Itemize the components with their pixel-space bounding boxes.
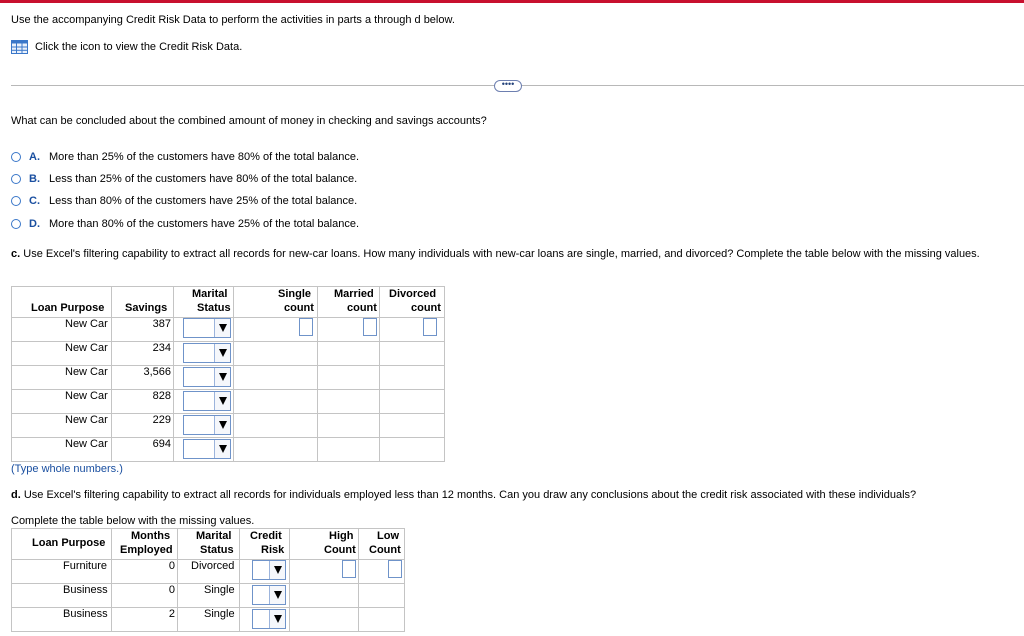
- d-row3-purpose: Business: [63, 608, 108, 620]
- c-row1-married-input[interactable]: [363, 318, 377, 336]
- option-c-letter: C.: [29, 195, 40, 207]
- radio-b[interactable]: [11, 174, 21, 184]
- c-row2-marital-dropdown[interactable]: [183, 343, 231, 363]
- part-c-text: Use Excel's filtering capability to extract all records for new-car loans. How many individuals with new-car loans are single, married, and divorced? Complete the table below with the missing values.: [23, 248, 980, 260]
- type-whole-numbers-note: (Type whole numbers.): [11, 463, 123, 475]
- radio-c[interactable]: [11, 196, 21, 206]
- header-divorced: Divorced: [389, 288, 437, 300]
- c-row3-savings: 3,566: [143, 366, 171, 378]
- chevron-down-icon: [219, 421, 227, 429]
- d-header-low-count: Count: [369, 544, 401, 556]
- option-a[interactable]: [11, 151, 359, 163]
- d-header-status: Status: [200, 544, 234, 556]
- radio-d[interactable]: [11, 219, 21, 229]
- c-row1-divorced-input[interactable]: [423, 318, 437, 336]
- option-c-text: Less than 80% of the customers have 25% of the total balance.: [49, 195, 358, 207]
- chevron-down-icon: [219, 349, 227, 357]
- c-row6-savings: 694: [152, 438, 171, 450]
- d-row2-months: 0: [168, 584, 175, 596]
- credit-risk-data-link-label[interactable]: Click the icon to view the Credit Risk Data.: [35, 41, 243, 53]
- d-row1-purpose: Furniture: [63, 560, 108, 572]
- radio-a[interactable]: [11, 152, 21, 162]
- c-row4-purpose: New Car: [65, 390, 108, 402]
- part-d-complete-text: Complete the table below with the missing values.: [11, 515, 255, 527]
- c-row5-purpose: New Car: [65, 414, 108, 426]
- d-header-high: High: [329, 530, 354, 542]
- c-row1-single-input[interactable]: [299, 318, 313, 336]
- c-row2-purpose: New Car: [65, 342, 108, 354]
- header-loan-purpose: Loan Purpose: [31, 302, 105, 314]
- option-b-text: Less than 25% of the customers have 80% of the total balance.: [49, 173, 358, 185]
- header-single-count: count: [284, 302, 314, 314]
- c-row5-savings: 229: [152, 414, 171, 426]
- top-accent-bar: [0, 0, 1024, 3]
- option-b[interactable]: [11, 173, 357, 185]
- part-d-label: d.: [11, 489, 21, 501]
- header-divorced-count: count: [411, 302, 441, 314]
- d-header-credit: Credit: [250, 530, 282, 542]
- question-text: What can be concluded about the combined amount of money in checking and savings accounts?: [11, 115, 487, 127]
- instructions-text: Use the accompanying Credit Risk Data to perform the activities in parts a through d below.: [11, 14, 455, 26]
- chevron-down-icon: [219, 397, 227, 405]
- header-single: Single: [278, 288, 312, 300]
- c-row3-marital-dropdown[interactable]: [183, 367, 231, 387]
- c-row1-marital-dropdown[interactable]: [183, 318, 231, 338]
- c-row5-marital-dropdown[interactable]: [183, 415, 231, 435]
- c-row2-savings: 234: [152, 342, 171, 354]
- option-a-text: More than 25% of the customers have 80% of the total balance.: [49, 151, 360, 163]
- option-b-letter: B.: [29, 173, 40, 185]
- c-row1-purpose: New Car: [65, 318, 108, 330]
- option-d-text: More than 80% of the customers have 25% of the total balance.: [49, 218, 360, 230]
- option-d-letter: D.: [29, 218, 40, 230]
- part-d-text: Use Excel's filtering capability to extract all records for individuals employed less than 12 months. Can you draw any conclusions about the credit risk associated with these individuals?: [23, 489, 917, 501]
- option-c[interactable]: [11, 195, 357, 207]
- chevron-down-icon: [274, 566, 282, 574]
- d-row2-marital: Single: [204, 584, 235, 596]
- part-c-label: c.: [11, 248, 21, 260]
- d-header-high-count: Count: [324, 544, 356, 556]
- d-header-loan-purpose: Loan Purpose: [32, 537, 106, 549]
- header-marital: Marital: [192, 288, 228, 300]
- c-row4-savings: 828: [152, 390, 171, 402]
- option-a-letter: A.: [29, 151, 40, 163]
- d-header-marital: Marital: [196, 530, 232, 542]
- header-married-count: count: [347, 302, 377, 314]
- spreadsheet-icon[interactable]: [11, 40, 28, 54]
- d-header-months: Months: [131, 530, 171, 542]
- d-row1-months: 0: [168, 560, 175, 572]
- header-status: Status: [197, 302, 231, 314]
- c-row6-purpose: New Car: [65, 438, 108, 450]
- chevron-down-icon: [274, 615, 282, 623]
- d-row1-high-input[interactable]: [342, 560, 356, 578]
- d-row2-purpose: Business: [63, 584, 108, 596]
- d-row3-months: 2: [168, 608, 175, 620]
- part-d-table: [11, 528, 404, 632]
- chevron-down-icon: [219, 373, 227, 381]
- c-row6-marital-dropdown[interactable]: [183, 439, 231, 459]
- d-row1-marital: Divorced: [191, 560, 235, 572]
- d-row1-low-input[interactable]: [388, 560, 402, 578]
- header-savings: Savings: [125, 302, 168, 314]
- c-row4-marital-dropdown[interactable]: [183, 391, 231, 411]
- part-c-prompt: [11, 247, 1011, 261]
- part-d-prompt: [11, 489, 916, 501]
- c-row1-savings: 387: [152, 318, 171, 330]
- credit-risk-data-link[interactable]: [11, 40, 242, 54]
- d-header-employed: Employed: [120, 544, 173, 556]
- d-row1-credit-dropdown[interactable]: [252, 560, 286, 580]
- d-row3-credit-dropdown[interactable]: [252, 609, 286, 629]
- option-d[interactable]: [11, 218, 359, 230]
- c-row3-purpose: New Car: [65, 366, 108, 378]
- chevron-down-icon: [219, 445, 227, 453]
- d-header-low: Low: [377, 530, 399, 542]
- d-header-risk: Risk: [261, 544, 285, 556]
- chevron-down-icon: [219, 324, 227, 332]
- part-c-table: [11, 286, 444, 462]
- header-married: Married: [334, 288, 374, 300]
- expand-button[interactable]: ••••: [494, 80, 522, 92]
- chevron-down-icon: [274, 591, 282, 599]
- d-row3-marital: Single: [204, 608, 235, 620]
- d-row2-credit-dropdown[interactable]: [252, 585, 286, 605]
